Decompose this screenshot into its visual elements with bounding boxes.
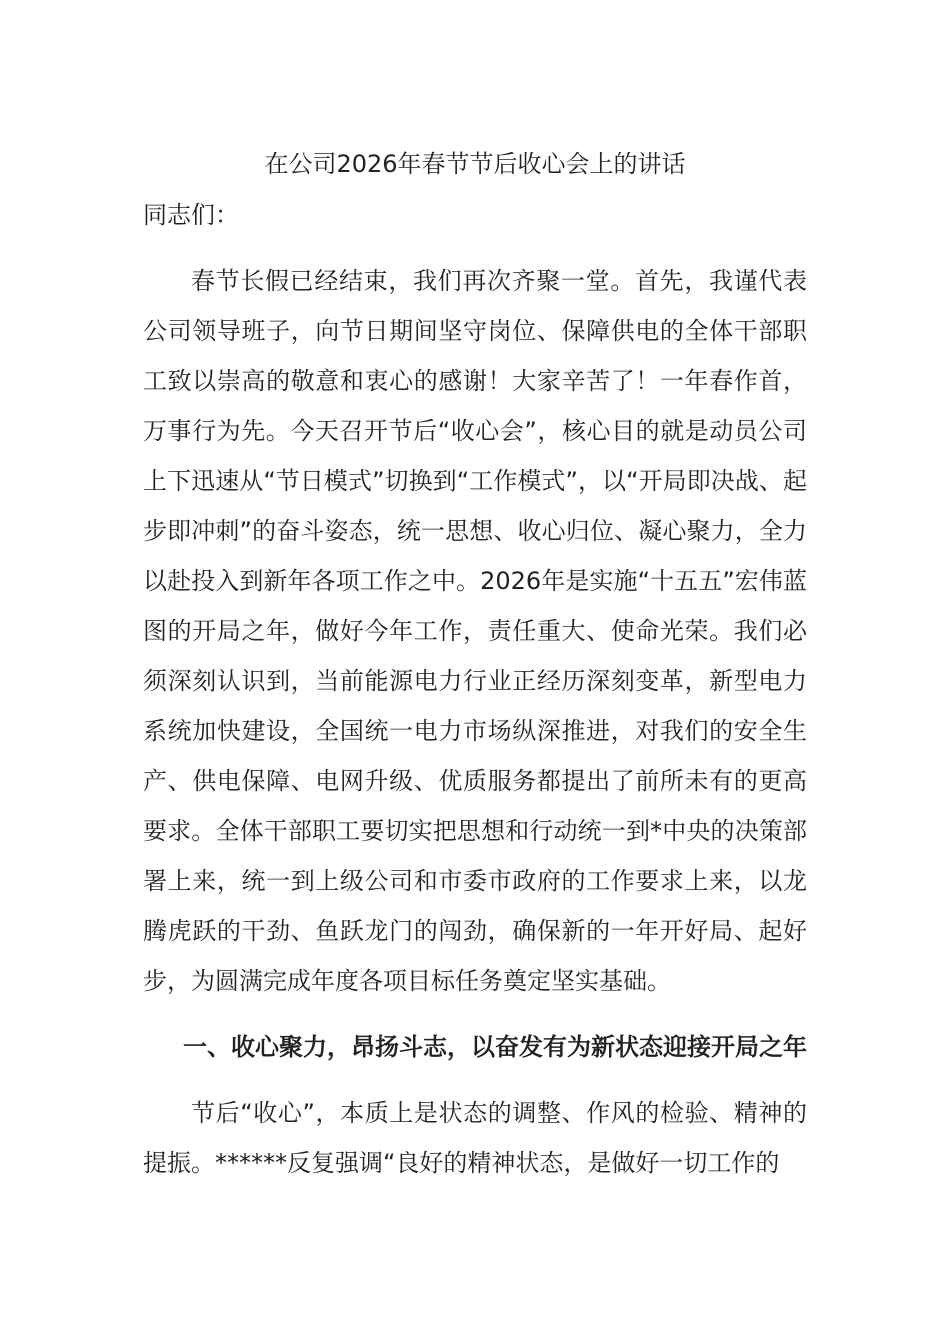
intro-paragraph: 春节长假已经结束，我们再次齐聚一堂。首先，我谨代表公司领导班子，向节日期间坚守岗位、保障供电的全体干部职工致以崇高的敬意和衷心的感谢！大家辛苦了！一年春作首，万事行为先。今天召开节后“收心会”，核心目的就是动员公司上下迅速从“节日模式”切换到“工作模式”，以“开局即决战、起步即冲刺”的奋斗姿态，统一思想、收心归位、凝心聚力，全力以赴投入到新年各项工作之中。2026年是实施“十五五”宏伟蓝图的开局之年，做好今年工作，责任重大、使命光荣。我们必须深刻认识到，当前能源电力行业正经历深刻变革，新型电力系统加快建设，全国统一电力市场纵深推进，对我们的安全生产、供电保障、电网升级、优质服务都提出了前所未有的更高要求。全体干部职工要切实把思想和行动统一到*中央的决策部署上来，统一到上级公司和市委市政府的工作要求上来，以龙腾虎跃的干劲、鱼跃龙门的闯劲，确保新的一年开好局、起好步，为圆满完成年度各项目标任务奠定坚实基础。 bbox=[143, 267, 807, 995]
paragraph-gap bbox=[143, 1006, 807, 1022]
paragraph-gap bbox=[143, 240, 807, 256]
section-heading: 一、收心聚力，昂扬斗志，以奋发有为新状态迎接开局之年 bbox=[183, 1033, 807, 1061]
document-page bbox=[143, 142, 807, 1188]
paragraph-gap bbox=[143, 1072, 807, 1088]
greeting: 同志们： bbox=[143, 201, 239, 229]
section-paragraph: 节后“收心”，本质上是状态的调整、作风的检验、精神的提振。******反复强调“良好的精神状态，是做好一切工作的 bbox=[143, 1099, 807, 1177]
document-title: 在公司2026年春节节后收心会上的讲话 bbox=[264, 150, 686, 178]
